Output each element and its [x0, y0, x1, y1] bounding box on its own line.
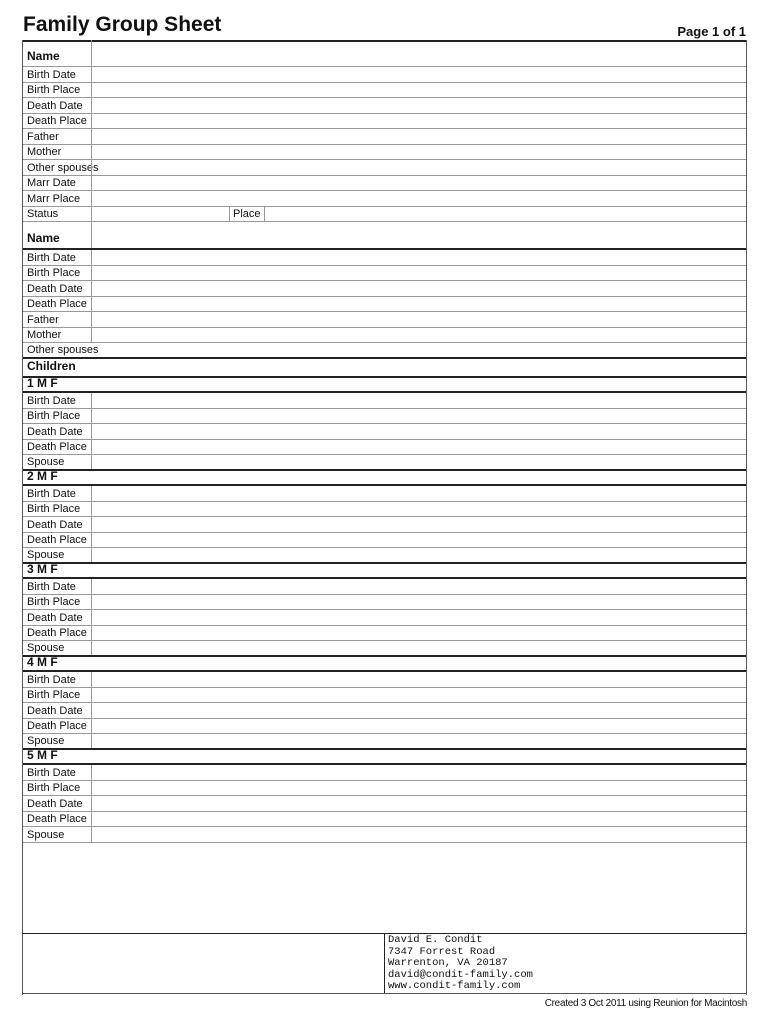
child-5-death-date[interactable]: [23, 796, 746, 812]
child-1-header-label: 1 M F: [27, 376, 58, 390]
field-father-label: Father: [27, 313, 59, 326]
field-mother-label: Mother: [27, 146, 62, 158]
field-mother-label: Mother: [27, 329, 62, 341]
field-death-date-label: Death Date: [27, 282, 83, 295]
child-2-birth-place-label: Birth Place: [27, 503, 81, 515]
name-field-1-label: Name: [27, 49, 60, 63]
field-birth-place-label: Birth Place: [27, 267, 81, 279]
child-2-birth-date-label: Birth Date: [27, 487, 76, 500]
field-other-spouses[interactable]: [23, 160, 746, 176]
child-5-spouse-label: Spouse: [27, 828, 65, 841]
field-marr-date[interactable]: [23, 176, 746, 192]
child-2-birth-place[interactable]: [23, 502, 746, 518]
field-divider: [91, 250, 92, 265]
field-birth-place-label: Birth Place: [27, 84, 81, 96]
child-4-death-date-label: Death Date: [27, 704, 83, 717]
field-divider: [91, 83, 92, 98]
child-3-birth-date-label: Birth Date: [27, 580, 76, 593]
child-4-death-date[interactable]: [23, 703, 746, 719]
child-4-birth-date[interactable]: [23, 672, 746, 688]
child-4-spouse-label: Spouse: [27, 734, 65, 747]
field-mother[interactable]: [23, 145, 746, 161]
field-divider: [91, 827, 92, 842]
field-divider: [91, 266, 92, 281]
child-1-birth-date[interactable]: [23, 393, 746, 409]
field-other-spouses-label: Other spouses: [27, 343, 99, 356]
field-divider: [91, 719, 92, 734]
child-1-spouse[interactable]: [23, 455, 746, 471]
child-2-death-place-label: Death Place: [27, 534, 87, 546]
child-3-birth-place[interactable]: [23, 595, 746, 611]
field-birth-date-label: Birth Date: [27, 251, 76, 264]
page-number: Page 1 of 1: [677, 24, 746, 39]
field-mother[interactable]: [23, 328, 746, 344]
page-title: Family Group Sheet: [23, 13, 222, 36]
child-1-death-place-label: Death Place: [27, 441, 87, 453]
child-4-header-label: 4 M F: [27, 655, 58, 669]
field-death-place[interactable]: [23, 114, 746, 130]
child-5-birth-date[interactable]: [23, 765, 746, 781]
field-divider: [91, 145, 92, 160]
field-divider: [91, 688, 92, 703]
name-field-2[interactable]: [23, 222, 746, 250]
child-5-birth-place-label: Birth Place: [27, 782, 81, 794]
field-divider: [91, 703, 92, 718]
field-divider: [91, 610, 92, 625]
child-3-spouse[interactable]: [23, 641, 746, 657]
field-divider: [91, 191, 92, 206]
field-divider: [91, 455, 92, 469]
field-divider: [91, 393, 92, 408]
field-divider: [91, 67, 92, 82]
field-divider: [264, 207, 265, 222]
child-4-spouse[interactable]: [23, 734, 746, 750]
child-4-birth-place-label: Birth Place: [27, 689, 81, 701]
footer-box: [23, 933, 746, 994]
child-5-birth-place[interactable]: [23, 781, 746, 797]
field-birth-date-label: Birth Date: [27, 68, 76, 81]
created-note: Created 3 Oct 2011 using Reunion for Macintosh: [544, 998, 747, 1009]
field-divider: [91, 114, 92, 129]
field-father[interactable]: [23, 312, 746, 328]
field-other-spouses-label: Other spouses: [27, 161, 99, 174]
field-divider: [91, 548, 92, 562]
child-5-birth-date-label: Birth Date: [27, 766, 76, 779]
name-field-1[interactable]: [23, 40, 746, 67]
child-5-header[interactable]: [23, 750, 746, 766]
child-1-birth-place-label: Birth Place: [27, 410, 81, 422]
child-2-spouse[interactable]: [23, 548, 746, 564]
field-death-place[interactable]: [23, 297, 746, 313]
field-birth-place[interactable]: [23, 266, 746, 282]
field-divider: [91, 765, 92, 780]
child-4-birth-place[interactable]: [23, 688, 746, 704]
field-divider: [91, 641, 92, 655]
field-divider: [91, 129, 92, 144]
field-divider: [91, 781, 92, 796]
field-death-place-label: Death Place: [27, 115, 87, 127]
address-line: www.condit-family.com: [388, 980, 521, 993]
child-1-death-date[interactable]: [23, 424, 746, 440]
child-2-header-label: 2 M F: [27, 469, 58, 483]
field-father[interactable]: [23, 129, 746, 145]
field-divider: [91, 533, 92, 548]
child-4-header[interactable]: [23, 657, 746, 673]
author-address: [388, 935, 533, 993]
name-field-2-label: Name: [27, 231, 60, 245]
child-4-death-place[interactable]: [23, 719, 746, 735]
child-3-birth-place-label: Birth Place: [27, 596, 81, 608]
child-3-death-date[interactable]: [23, 610, 746, 626]
family-group-form: [22, 40, 747, 995]
field-marr-place[interactable]: [23, 191, 746, 207]
children-heading-label: Children: [27, 358, 76, 373]
child-1-header[interactable]: [23, 378, 746, 394]
field-status[interactable]: [23, 207, 746, 223]
field-divider: [91, 312, 92, 327]
child-3-death-place-label: Death Place: [27, 627, 87, 639]
child-5-death-place-label: Death Place: [27, 813, 87, 825]
child-1-death-place[interactable]: [23, 440, 746, 456]
address-line: 7347 Forrest Road: [388, 945, 496, 958]
field-marr-place-label: Marr Place: [27, 192, 81, 205]
field-divider: [229, 207, 230, 222]
child-1-spouse-label: Spouse: [27, 455, 65, 468]
child-3-death-place[interactable]: [23, 626, 746, 642]
place-label: Place: [233, 208, 261, 220]
child-1-death-date-label: Death Date: [27, 425, 83, 438]
field-death-date[interactable]: [23, 281, 746, 297]
field-death-place-label: Death Place: [27, 298, 87, 310]
field-status-label: Status: [27, 208, 59, 220]
child-3-header[interactable]: [23, 564, 746, 580]
field-divider: [91, 796, 92, 811]
child-5-death-date-label: Death Date: [27, 797, 83, 810]
field-divider: [91, 424, 92, 439]
field-birth-date[interactable]: [23, 67, 746, 83]
child-2-death-date-label: Death Date: [27, 518, 83, 531]
child-5-spouse[interactable]: [23, 827, 746, 843]
field-divider: [91, 517, 92, 532]
field-divider: [91, 222, 92, 248]
field-divider: [91, 281, 92, 296]
child-2-death-date[interactable]: [23, 517, 746, 533]
field-death-date-label: Death Date: [27, 99, 83, 112]
field-divider: [91, 40, 92, 66]
field-divider: [91, 734, 92, 748]
field-death-date[interactable]: [23, 98, 746, 114]
field-other-spouses[interactable]: [23, 343, 746, 359]
field-divider: [91, 812, 92, 827]
field-divider: [91, 328, 92, 343]
child-2-spouse-label: Spouse: [27, 548, 65, 561]
child-2-birth-date[interactable]: [23, 486, 746, 502]
footer-divider: [384, 934, 385, 993]
field-marr-date-label: Marr Date: [27, 177, 76, 189]
field-father-label: Father: [27, 130, 59, 143]
child-1-birth-place[interactable]: [23, 409, 746, 425]
field-divider: [91, 595, 92, 610]
child-3-spouse-label: Spouse: [27, 641, 65, 654]
child-5-death-place[interactable]: [23, 812, 746, 828]
child-3-header-label: 3 M F: [27, 562, 58, 576]
field-divider: [91, 502, 92, 517]
child-4-death-place-label: Death Place: [27, 720, 87, 732]
child-2-death-place[interactable]: [23, 533, 746, 549]
field-divider: [91, 297, 92, 312]
field-divider: [91, 98, 92, 113]
field-divider: [91, 207, 92, 222]
address-line: david@condit-family.com: [388, 968, 533, 981]
child-4-birth-date-label: Birth Date: [27, 673, 76, 686]
child-3-birth-date[interactable]: [23, 579, 746, 595]
field-divider: [91, 160, 92, 175]
child-1-birth-date-label: Birth Date: [27, 394, 76, 407]
field-divider: [91, 176, 92, 191]
address-line: David E. Condit: [388, 934, 483, 946]
field-birth-date[interactable]: [23, 250, 746, 266]
children-heading: [23, 359, 746, 378]
child-3-death-date-label: Death Date: [27, 611, 83, 624]
field-divider: [91, 579, 92, 594]
field-divider: [91, 486, 92, 501]
field-divider: [91, 626, 92, 641]
address-line: Warrenton, VA 20187: [388, 957, 508, 970]
child-5-header-label: 5 M F: [27, 748, 58, 762]
field-birth-place[interactable]: [23, 83, 746, 99]
field-divider: [91, 440, 92, 455]
child-2-header[interactable]: [23, 471, 746, 487]
field-divider: [91, 672, 92, 687]
field-divider: [91, 409, 92, 424]
